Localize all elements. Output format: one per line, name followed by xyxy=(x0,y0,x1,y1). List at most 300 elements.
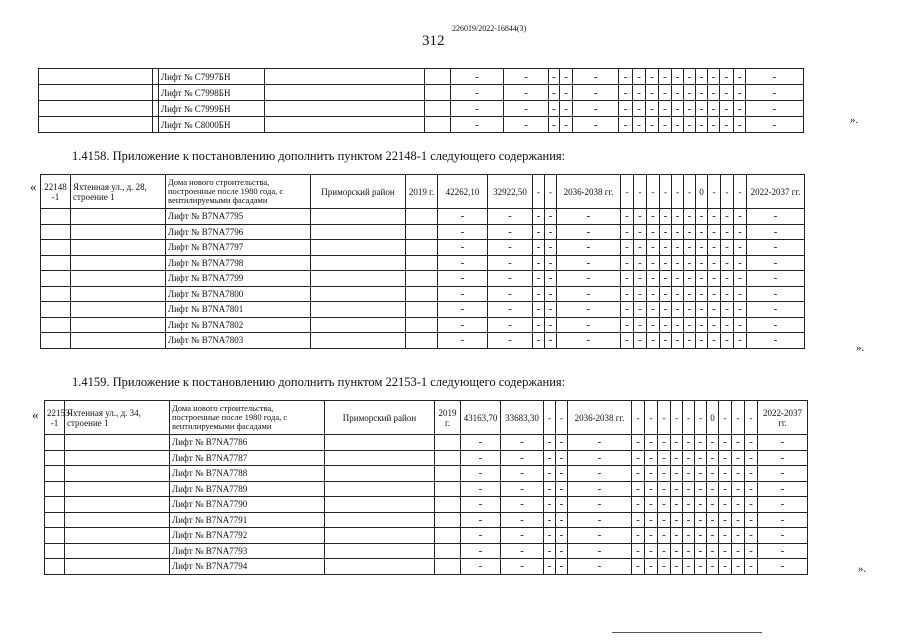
lift-table-continuation xyxy=(38,68,804,133)
opening-quote: « xyxy=(30,179,37,194)
dash-cell: - xyxy=(632,435,645,451)
dash-cell: - xyxy=(621,271,634,287)
lift-row xyxy=(45,528,808,544)
lift-name: Лифт № B7NA7791 xyxy=(170,512,325,528)
dash-cell: - xyxy=(732,528,745,544)
dash-cell: - xyxy=(745,528,758,544)
dash-cell: - xyxy=(672,117,684,133)
dash-cell: - xyxy=(461,497,501,513)
dash-cell: - xyxy=(556,450,568,466)
empty-cell xyxy=(265,69,425,85)
dash-cell: - xyxy=(707,543,719,559)
dash-cell: - xyxy=(734,175,747,209)
dash-cell: - xyxy=(721,271,734,287)
dash-cell: - xyxy=(461,512,501,528)
empty-cell xyxy=(65,497,170,513)
empty-cell xyxy=(406,333,438,349)
dash-cell: - xyxy=(671,543,683,559)
dash-cell: - xyxy=(633,85,646,101)
lift-name: Лифт № B7NA7800 xyxy=(166,286,311,302)
dash-cell: - xyxy=(634,333,647,349)
dash-cell: - xyxy=(671,512,683,528)
dash-cell: - xyxy=(621,175,634,209)
empty-cell xyxy=(41,209,71,225)
dash-cell: - xyxy=(645,512,658,528)
dash-cell: - xyxy=(719,466,732,482)
dash-cell: - xyxy=(501,543,544,559)
dash-cell: - xyxy=(545,175,557,209)
repair-period: 2036-2038 гг. xyxy=(568,401,632,435)
dash-cell: - xyxy=(645,497,658,513)
dash-cell: - xyxy=(721,286,734,302)
empty-cell xyxy=(65,512,170,528)
dash-cell: - xyxy=(533,271,545,287)
empty-cell xyxy=(71,286,166,302)
dash-cell: - xyxy=(632,528,645,544)
dash-cell: - xyxy=(556,481,568,497)
dash-cell: - xyxy=(695,559,707,575)
dash-cell: - xyxy=(683,401,695,435)
dash-cell: - xyxy=(708,175,721,209)
dash-cell: - xyxy=(647,175,660,209)
dash-cell: - xyxy=(544,450,556,466)
dash-cell: - xyxy=(646,85,659,101)
dash-cell: - xyxy=(659,117,672,133)
dash-cell: - xyxy=(568,543,632,559)
empty-cell xyxy=(39,85,153,101)
dash-cell: - xyxy=(646,101,659,117)
dash-cell: - xyxy=(634,271,647,287)
zero-value: 0 xyxy=(707,401,719,435)
dash-cell: - xyxy=(720,69,734,85)
dash-cell: - xyxy=(707,450,719,466)
dash-cell: - xyxy=(671,528,683,544)
lift-row xyxy=(45,559,808,575)
dash-cell: - xyxy=(619,117,633,133)
dash-cell: - xyxy=(672,101,684,117)
dash-cell: - xyxy=(683,559,695,575)
dash-cell: - xyxy=(660,302,672,318)
empty-cell xyxy=(45,435,65,451)
dash-cell: - xyxy=(684,286,696,302)
dash-cell: - xyxy=(556,401,568,435)
empty-cell xyxy=(71,224,166,240)
dash-cell: - xyxy=(634,286,647,302)
lift-row xyxy=(41,255,805,271)
dash-cell: - xyxy=(695,543,707,559)
dash-cell: - xyxy=(658,450,671,466)
dash-cell: - xyxy=(504,101,549,117)
address: Яхтенная ул., д. 28, строение 1 xyxy=(71,175,166,209)
dash-cell: - xyxy=(557,240,621,256)
dash-cell: - xyxy=(671,435,683,451)
empty-cell xyxy=(45,528,65,544)
dash-cell: - xyxy=(734,117,746,133)
dash-cell: - xyxy=(501,512,544,528)
dash-cell: - xyxy=(660,240,672,256)
lift-row xyxy=(41,209,805,225)
dash-cell: - xyxy=(719,543,732,559)
dash-cell: - xyxy=(658,543,671,559)
dash-cell: - xyxy=(647,317,660,333)
lift-row xyxy=(39,85,804,101)
dash-cell: - xyxy=(660,317,672,333)
dash-cell: - xyxy=(672,271,684,287)
dash-cell: - xyxy=(719,401,732,435)
dash-cell: - xyxy=(684,302,696,318)
dash-cell: - xyxy=(647,240,660,256)
dash-cell: - xyxy=(544,401,556,435)
empty-cell xyxy=(45,481,65,497)
dash-cell: - xyxy=(672,286,684,302)
dash-cell: - xyxy=(734,317,747,333)
dash-cell: - xyxy=(660,255,672,271)
dash-cell: - xyxy=(745,497,758,513)
dash-cell: - xyxy=(621,209,634,225)
dash-cell: - xyxy=(645,401,658,435)
dash-cell: - xyxy=(647,333,660,349)
dash-cell: - xyxy=(758,450,808,466)
dash-cell: - xyxy=(658,401,671,435)
lift-table-22148 xyxy=(40,174,805,349)
dash-cell: - xyxy=(438,286,488,302)
dash-cell: - xyxy=(632,559,645,575)
dash-cell: - xyxy=(721,224,734,240)
dash-cell: - xyxy=(568,559,632,575)
dash-cell: - xyxy=(647,286,660,302)
dash-cell: - xyxy=(545,302,557,318)
dash-cell: - xyxy=(621,302,634,318)
empty-cell xyxy=(435,559,461,575)
dash-cell: - xyxy=(634,240,647,256)
dash-cell: - xyxy=(732,466,745,482)
dash-cell: - xyxy=(544,481,556,497)
dash-cell: - xyxy=(671,481,683,497)
empty-cell xyxy=(311,286,406,302)
dash-cell: - xyxy=(683,435,695,451)
dash-cell: - xyxy=(659,69,672,85)
empty-cell xyxy=(65,450,170,466)
dash-cell: - xyxy=(745,435,758,451)
dash-cell: - xyxy=(671,497,683,513)
dash-cell: - xyxy=(683,466,695,482)
dash-cell: - xyxy=(719,559,732,575)
dash-cell: - xyxy=(720,117,734,133)
dash-cell: - xyxy=(461,435,501,451)
dash-cell: - xyxy=(734,69,746,85)
dash-cell: - xyxy=(721,302,734,318)
dash-cell: - xyxy=(647,255,660,271)
dash-cell: - xyxy=(544,512,556,528)
dash-cell: - xyxy=(696,85,708,101)
dash-cell: - xyxy=(708,317,721,333)
dash-cell: - xyxy=(632,450,645,466)
dash-cell: - xyxy=(556,435,568,451)
dash-cell: - xyxy=(488,333,533,349)
dash-cell: - xyxy=(557,271,621,287)
empty-cell xyxy=(39,69,153,85)
dash-cell: - xyxy=(695,466,707,482)
dash-cell: - xyxy=(758,466,808,482)
empty-cell xyxy=(325,497,435,513)
empty-cell xyxy=(71,333,166,349)
dash-cell: - xyxy=(632,466,645,482)
lift-row xyxy=(41,224,805,240)
dash-cell: - xyxy=(684,85,696,101)
dash-cell: - xyxy=(707,481,719,497)
dash-cell: - xyxy=(619,101,633,117)
dash-cell: - xyxy=(734,302,747,318)
dash-cell: - xyxy=(488,271,533,287)
dash-cell: - xyxy=(621,255,634,271)
dash-cell: - xyxy=(708,240,721,256)
empty-cell xyxy=(325,528,435,544)
dash-cell: - xyxy=(658,512,671,528)
empty-cell xyxy=(311,317,406,333)
dash-cell: - xyxy=(721,255,734,271)
dash-cell: - xyxy=(707,497,719,513)
empty-cell xyxy=(406,224,438,240)
dash-cell: - xyxy=(708,271,721,287)
dash-cell: - xyxy=(708,333,721,349)
empty-cell xyxy=(435,466,461,482)
dash-cell: - xyxy=(721,240,734,256)
dash-cell: - xyxy=(545,317,557,333)
item-number: 22153 -1 xyxy=(45,401,65,435)
dash-cell: - xyxy=(501,450,544,466)
empty-cell xyxy=(265,85,425,101)
dash-cell: - xyxy=(696,117,708,133)
dash-cell: - xyxy=(557,224,621,240)
dash-cell: - xyxy=(684,101,696,117)
dash-cell: - xyxy=(684,317,696,333)
dash-cell: - xyxy=(746,101,804,117)
empty-cell xyxy=(435,481,461,497)
dash-cell: - xyxy=(683,497,695,513)
dash-cell: - xyxy=(557,209,621,225)
dash-cell: - xyxy=(732,497,745,513)
dash-cell: - xyxy=(745,512,758,528)
dash-cell: - xyxy=(633,101,646,117)
dash-cell: - xyxy=(721,333,734,349)
dash-cell: - xyxy=(556,559,568,575)
dash-cell: - xyxy=(747,255,805,271)
dash-cell: - xyxy=(568,466,632,482)
lift-name: Лифт № С7999БН xyxy=(159,101,265,117)
dash-cell: - xyxy=(544,543,556,559)
closing-quote: ». xyxy=(850,114,859,126)
dash-cell: - xyxy=(732,450,745,466)
dash-cell: - xyxy=(708,85,720,101)
dash-cell: - xyxy=(684,333,696,349)
empty-cell xyxy=(435,435,461,451)
dash-cell: - xyxy=(695,401,707,435)
dash-cell: - xyxy=(672,175,684,209)
empty-cell xyxy=(45,497,65,513)
dash-cell: - xyxy=(488,240,533,256)
dash-cell: - xyxy=(708,209,721,225)
lift-row xyxy=(39,101,804,117)
dash-cell: - xyxy=(557,302,621,318)
dash-cell: - xyxy=(504,117,549,133)
dash-cell: - xyxy=(720,85,734,101)
dash-cell: - xyxy=(696,333,708,349)
empty-cell xyxy=(325,543,435,559)
dash-cell: - xyxy=(659,101,672,117)
dash-cell: - xyxy=(734,333,747,349)
dash-cell: - xyxy=(632,543,645,559)
dash-cell: - xyxy=(621,286,634,302)
dash-cell: - xyxy=(721,175,734,209)
lift-row xyxy=(45,543,808,559)
empty-cell xyxy=(311,302,406,318)
dash-cell: - xyxy=(658,466,671,482)
overhaul-period: 2022-2037 гг. xyxy=(747,175,805,209)
dash-cell: - xyxy=(461,466,501,482)
dash-cell: - xyxy=(734,271,747,287)
lift-row xyxy=(41,271,805,287)
dash-cell: - xyxy=(683,543,695,559)
dash-cell: - xyxy=(660,224,672,240)
empty-cell xyxy=(71,209,166,225)
dash-cell: - xyxy=(747,317,805,333)
dash-cell: - xyxy=(696,286,708,302)
empty-cell xyxy=(71,255,166,271)
dash-cell: - xyxy=(734,101,746,117)
dash-cell: - xyxy=(621,333,634,349)
empty-cell xyxy=(325,466,435,482)
dash-cell: - xyxy=(634,209,647,225)
empty-cell xyxy=(41,255,71,271)
dash-cell: - xyxy=(645,435,658,451)
dash-cell: - xyxy=(545,255,557,271)
dash-cell: - xyxy=(451,85,504,101)
dash-cell: - xyxy=(573,85,619,101)
overhaul-period: 2022-2037 гг. xyxy=(758,401,808,435)
lift-row xyxy=(41,333,805,349)
dash-cell: - xyxy=(745,559,758,575)
lift-name: Лифт № B7NA7802 xyxy=(166,317,311,333)
lift-name: Лифт № B7NA7796 xyxy=(166,224,311,240)
dash-cell: - xyxy=(568,481,632,497)
dash-cell: - xyxy=(707,528,719,544)
lift-name: Лифт № B7NA7795 xyxy=(166,209,311,225)
dash-cell: - xyxy=(684,69,696,85)
empty-cell xyxy=(425,101,451,117)
empty-cell xyxy=(325,512,435,528)
empty-cell xyxy=(41,271,71,287)
dash-cell: - xyxy=(745,450,758,466)
empty-cell xyxy=(435,528,461,544)
dash-cell: - xyxy=(658,435,671,451)
dash-cell: - xyxy=(732,481,745,497)
dash-cell: - xyxy=(632,512,645,528)
dash-cell: - xyxy=(504,69,549,85)
empty-cell xyxy=(406,209,438,225)
dash-cell: - xyxy=(747,286,805,302)
dash-cell: - xyxy=(557,286,621,302)
dash-cell: - xyxy=(719,528,732,544)
dash-cell: - xyxy=(533,224,545,240)
dash-cell: - xyxy=(708,302,721,318)
dash-cell: - xyxy=(438,333,488,349)
lift-row xyxy=(45,512,808,528)
dash-cell: - xyxy=(647,224,660,240)
empty-cell xyxy=(41,286,71,302)
dash-cell: - xyxy=(745,401,758,435)
empty-cell xyxy=(311,333,406,349)
dash-cell: - xyxy=(545,333,557,349)
dash-cell: - xyxy=(461,450,501,466)
closing-quote: ». xyxy=(858,563,867,575)
total-area: 42262,10 xyxy=(438,175,488,209)
dash-cell: - xyxy=(634,224,647,240)
dash-cell: - xyxy=(695,481,707,497)
dash-cell: - xyxy=(660,209,672,225)
dash-cell: - xyxy=(438,302,488,318)
dash-cell: - xyxy=(632,497,645,513)
dash-cell: - xyxy=(745,481,758,497)
dash-cell: - xyxy=(488,209,533,225)
dash-cell: - xyxy=(695,528,707,544)
dash-cell: - xyxy=(696,101,708,117)
dash-cell: - xyxy=(573,101,619,117)
dash-cell: - xyxy=(683,481,695,497)
dash-cell: - xyxy=(573,117,619,133)
dash-cell: - xyxy=(438,271,488,287)
district: Приморский район xyxy=(325,401,435,435)
dash-cell: - xyxy=(488,255,533,271)
dash-cell: - xyxy=(696,317,708,333)
dash-cell: - xyxy=(719,435,732,451)
lift-row xyxy=(45,497,808,513)
lift-row xyxy=(41,317,805,333)
lift-row xyxy=(39,117,804,133)
dash-cell: - xyxy=(684,224,696,240)
dash-cell: - xyxy=(671,466,683,482)
empty-cell xyxy=(41,240,71,256)
dash-cell: - xyxy=(707,466,719,482)
dash-cell: - xyxy=(747,224,805,240)
dash-cell: - xyxy=(568,497,632,513)
living-area: 32922,50 xyxy=(488,175,533,209)
lift-row xyxy=(41,302,805,318)
dash-cell: - xyxy=(549,117,560,133)
building-row xyxy=(45,401,808,435)
dash-cell: - xyxy=(438,224,488,240)
dash-cell: - xyxy=(560,101,573,117)
dash-cell: - xyxy=(684,209,696,225)
empty-cell xyxy=(406,240,438,256)
section-heading-22153: 1.4159. Приложение к постановлению дополнить пунктом 22153-1 следующего содержания: xyxy=(72,375,566,389)
empty-cell xyxy=(45,559,65,575)
dash-cell: - xyxy=(545,271,557,287)
dash-cell: - xyxy=(621,240,634,256)
empty-cell xyxy=(435,543,461,559)
dash-cell: - xyxy=(549,69,560,85)
dash-cell: - xyxy=(557,255,621,271)
dash-cell: - xyxy=(721,209,734,225)
dash-cell: - xyxy=(746,85,804,101)
empty-cell xyxy=(406,286,438,302)
lift-name: Лифт № B7NA7787 xyxy=(170,450,325,466)
dash-cell: - xyxy=(734,224,747,240)
dash-cell: - xyxy=(696,209,708,225)
dash-cell: - xyxy=(545,286,557,302)
dash-cell: - xyxy=(672,85,684,101)
lift-row xyxy=(41,240,805,256)
dash-cell: - xyxy=(719,450,732,466)
